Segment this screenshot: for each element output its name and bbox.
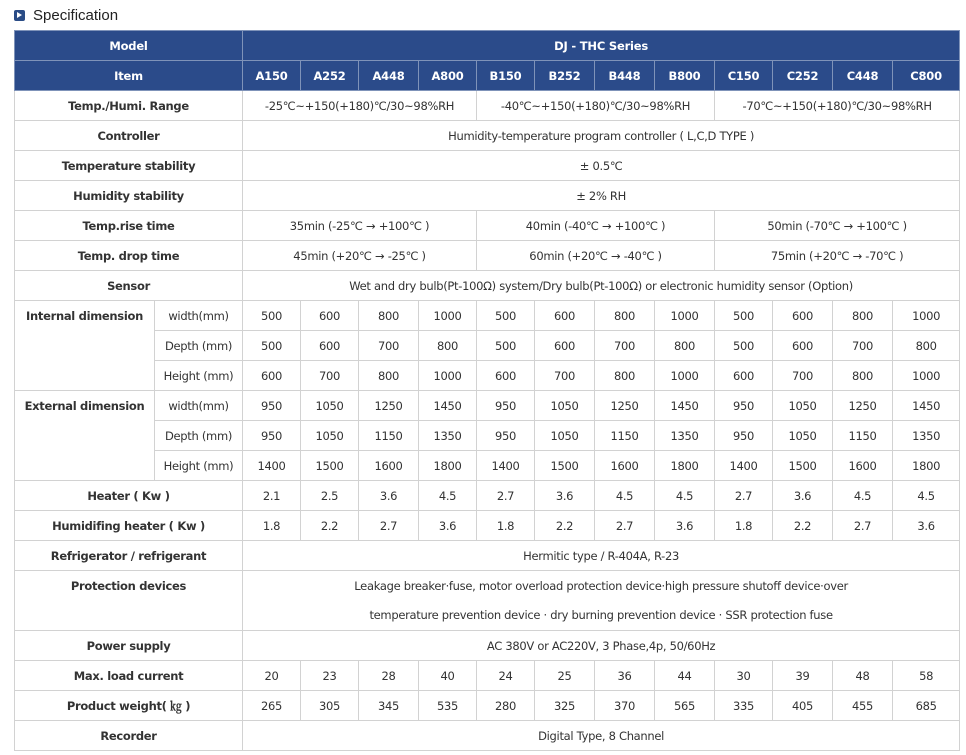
table-cell: 48 bbox=[833, 661, 893, 691]
table-cell: 800 bbox=[655, 331, 715, 361]
table-cell: 280 bbox=[477, 691, 535, 721]
table-cell: 700 bbox=[773, 361, 833, 391]
load-current-row bbox=[15, 661, 960, 691]
table-cell: 1150 bbox=[359, 421, 419, 451]
table-cell: 1400 bbox=[243, 451, 301, 481]
row-label: Internal dimension bbox=[15, 301, 155, 391]
table-cell: 2.7 bbox=[477, 481, 535, 511]
table-cell: 535 bbox=[419, 691, 477, 721]
internal-height-row bbox=[15, 361, 960, 391]
table-cell: 4.5 bbox=[595, 481, 655, 511]
table-cell: 600 bbox=[301, 331, 359, 361]
row-label: Sensor bbox=[15, 271, 243, 301]
table-cell: 1150 bbox=[595, 421, 655, 451]
table-cell: 1.8 bbox=[243, 511, 301, 541]
protection-line-1: Leakage breaker·fuse, motor overload protection device·high pressure shutoff device·over bbox=[354, 578, 848, 593]
range-row bbox=[15, 91, 960, 121]
table-cell: Humidity-temperature program controller ( L,C,D TYPE ) bbox=[243, 121, 960, 151]
table-cell: -40℃~+150(+180)℃/30~98%RH bbox=[477, 91, 715, 121]
table-cell: 1050 bbox=[535, 421, 595, 451]
table-cell: 800 bbox=[419, 331, 477, 361]
model-header: A252 bbox=[301, 61, 359, 91]
table-cell: 455 bbox=[833, 691, 893, 721]
sub-label: Depth (mm) bbox=[155, 421, 243, 451]
row-label: Max. load current bbox=[15, 661, 243, 691]
model-header: A448 bbox=[359, 61, 419, 91]
table-cell: 600 bbox=[301, 301, 359, 331]
table-cell: -70℃~+150(+180)℃/30~98%RH bbox=[715, 91, 960, 121]
table-cell: 1050 bbox=[301, 421, 359, 451]
table-cell: -25℃~+150(+180)℃/30~98%RH bbox=[243, 91, 477, 121]
table-cell: 345 bbox=[359, 691, 419, 721]
specification-table bbox=[14, 30, 960, 751]
table-cell: 1.8 bbox=[715, 511, 773, 541]
table-cell: 600 bbox=[535, 301, 595, 331]
table-cell: 370 bbox=[595, 691, 655, 721]
table-cell: 28 bbox=[359, 661, 419, 691]
table-cell: 1250 bbox=[595, 391, 655, 421]
table-cell: 700 bbox=[301, 361, 359, 391]
table-cell: 44 bbox=[655, 661, 715, 691]
row-label: Heater ( Kw ) bbox=[15, 481, 243, 511]
table-cell: 950 bbox=[243, 391, 301, 421]
table-cell: 4.5 bbox=[833, 481, 893, 511]
table-cell: 3.6 bbox=[359, 481, 419, 511]
table-cell: 1050 bbox=[773, 421, 833, 451]
table-cell: 1800 bbox=[419, 451, 477, 481]
table-cell: 1000 bbox=[655, 361, 715, 391]
table-cell: 1600 bbox=[359, 451, 419, 481]
temp-stability-row bbox=[15, 151, 960, 181]
table-cell: 2.5 bbox=[301, 481, 359, 511]
row-label: Recorder bbox=[15, 721, 243, 751]
table-cell: 1450 bbox=[893, 391, 960, 421]
table-cell: 800 bbox=[893, 331, 960, 361]
table-cell: 800 bbox=[359, 361, 419, 391]
table-cell: 500 bbox=[715, 331, 773, 361]
row-label: Controller bbox=[15, 121, 243, 151]
table-cell: 75min (+20℃ → -70℃ ) bbox=[715, 241, 960, 271]
table-cell: 335 bbox=[715, 691, 773, 721]
table-cell: 500 bbox=[715, 301, 773, 331]
table-cell: 950 bbox=[243, 421, 301, 451]
model-header: B150 bbox=[477, 61, 535, 91]
section-title: Specification bbox=[33, 6, 119, 24]
table-cell: 2.7 bbox=[715, 481, 773, 511]
table-cell: 30 bbox=[715, 661, 773, 691]
table-cell: 800 bbox=[833, 361, 893, 391]
table-cell: Digital Type, 8 Channel bbox=[243, 721, 960, 751]
table-cell: 24 bbox=[477, 661, 535, 691]
humid-heater-row bbox=[15, 511, 960, 541]
table-cell: 1400 bbox=[477, 451, 535, 481]
table-cell: 950 bbox=[715, 421, 773, 451]
table-cell: 40 bbox=[419, 661, 477, 691]
model-header: C448 bbox=[833, 61, 893, 91]
table-cell: 950 bbox=[715, 391, 773, 421]
table-cell: ± 0.5℃ bbox=[243, 151, 960, 181]
table-cell: 1050 bbox=[535, 391, 595, 421]
model-row bbox=[15, 31, 960, 61]
protection-line-2: temperature prevention device · dry burning prevention device · SSR protection fuse bbox=[369, 607, 833, 622]
table-cell: 50min (-70℃ → +100℃ ) bbox=[715, 211, 960, 241]
model-header: B252 bbox=[535, 61, 595, 91]
table-cell: 325 bbox=[535, 691, 595, 721]
table-cell: 58 bbox=[893, 661, 960, 691]
protection-row bbox=[15, 571, 960, 631]
row-label: Humidifing heater ( Kw ) bbox=[15, 511, 243, 541]
table-cell: 1250 bbox=[359, 391, 419, 421]
table-cell: 500 bbox=[243, 331, 301, 361]
table-cell: 1050 bbox=[301, 391, 359, 421]
table-cell: 20 bbox=[243, 661, 301, 691]
internal-width-row bbox=[15, 301, 960, 331]
recorder-row bbox=[15, 721, 960, 751]
model-header: C150 bbox=[715, 61, 773, 91]
model-header: B448 bbox=[595, 61, 655, 91]
model-header: C800 bbox=[893, 61, 960, 91]
table-cell: 305 bbox=[301, 691, 359, 721]
row-label: Humidity stability bbox=[15, 181, 243, 211]
refrigerator-row bbox=[15, 541, 960, 571]
table-cell: 800 bbox=[359, 301, 419, 331]
item-row bbox=[15, 61, 960, 91]
table-cell: 2.1 bbox=[243, 481, 301, 511]
table-cell: 1400 bbox=[715, 451, 773, 481]
weight-row bbox=[15, 691, 960, 721]
model-label: Model bbox=[15, 31, 243, 61]
sub-label: width(mm) bbox=[155, 391, 243, 421]
table-cell: 36 bbox=[595, 661, 655, 691]
table-cell: 2.7 bbox=[833, 511, 893, 541]
table-cell: 1350 bbox=[655, 421, 715, 451]
table-cell: 1600 bbox=[833, 451, 893, 481]
table-cell: 600 bbox=[535, 331, 595, 361]
table-cell: 1150 bbox=[833, 421, 893, 451]
table-cell: 950 bbox=[477, 421, 535, 451]
table-cell: 35min (-25℃ → +100℃ ) bbox=[243, 211, 477, 241]
table-cell: 1000 bbox=[419, 301, 477, 331]
sub-label: Depth (mm) bbox=[155, 331, 243, 361]
table-cell: 700 bbox=[535, 361, 595, 391]
table-cell: 1350 bbox=[893, 421, 960, 451]
controller-row bbox=[15, 121, 960, 151]
table-cell: 25 bbox=[535, 661, 595, 691]
table-cell: 1000 bbox=[893, 361, 960, 391]
table-cell: 405 bbox=[773, 691, 833, 721]
external-width-row bbox=[15, 391, 960, 421]
table-cell: 4.5 bbox=[893, 481, 960, 511]
table-cell: 2.7 bbox=[359, 511, 419, 541]
table-cell: 1500 bbox=[535, 451, 595, 481]
table-cell: 1450 bbox=[655, 391, 715, 421]
table-cell: 565 bbox=[655, 691, 715, 721]
table-cell: 600 bbox=[773, 301, 833, 331]
row-label: Protection devices bbox=[15, 571, 243, 631]
table-cell: 4.5 bbox=[655, 481, 715, 511]
table-cell: 800 bbox=[595, 361, 655, 391]
section-heading bbox=[14, 5, 118, 25]
series-name: DJ - THC Series bbox=[243, 31, 960, 61]
internal-depth-row bbox=[15, 331, 960, 361]
table-cell: 950 bbox=[477, 391, 535, 421]
row-label: Refrigerator / refrigerant bbox=[15, 541, 243, 571]
table-cell: 800 bbox=[595, 301, 655, 331]
row-label: External dimension bbox=[15, 391, 155, 481]
rise-time-row bbox=[15, 211, 960, 241]
table-cell: 4.5 bbox=[419, 481, 477, 511]
sensor-row bbox=[15, 271, 960, 301]
table-cell: 3.6 bbox=[655, 511, 715, 541]
table-cell: 800 bbox=[833, 301, 893, 331]
table-cell: 23 bbox=[301, 661, 359, 691]
table-cell: Wet and dry bulb(Pt-100Ω) system/Dry bulb(Pt-100Ω) or electronic humidity sensor (Option) bbox=[243, 271, 960, 301]
table-cell: 700 bbox=[595, 331, 655, 361]
table-cell: 45min (+20℃ → -25℃ ) bbox=[243, 241, 477, 271]
table-cell: 2.7 bbox=[595, 511, 655, 541]
row-label: Temp. drop time bbox=[15, 241, 243, 271]
table-cell: 600 bbox=[477, 361, 535, 391]
table-cell: 500 bbox=[477, 331, 535, 361]
external-height-row bbox=[15, 451, 960, 481]
table-cell: 500 bbox=[243, 301, 301, 331]
row-label: Temp./Humi. Range bbox=[15, 91, 243, 121]
model-header: A800 bbox=[419, 61, 477, 91]
sub-label: Height (mm) bbox=[155, 451, 243, 481]
table-cell: 1500 bbox=[301, 451, 359, 481]
table-cell: 40min (-40℃ → +100℃ ) bbox=[477, 211, 715, 241]
power-row bbox=[15, 631, 960, 661]
model-header: A150 bbox=[243, 61, 301, 91]
table-cell: 600 bbox=[773, 331, 833, 361]
model-header: C252 bbox=[773, 61, 833, 91]
table-cell: 700 bbox=[833, 331, 893, 361]
table-cell: 1250 bbox=[833, 391, 893, 421]
table-cell: 1450 bbox=[419, 391, 477, 421]
table-cell: 265 bbox=[243, 691, 301, 721]
bullet-arrow-icon bbox=[14, 10, 25, 21]
table-cell: 2.2 bbox=[301, 511, 359, 541]
table-cell: 2.2 bbox=[535, 511, 595, 541]
table-cell: 1350 bbox=[419, 421, 477, 451]
row-label: Product weight( ㎏ ) bbox=[15, 691, 243, 721]
table-cell: 1500 bbox=[773, 451, 833, 481]
table-cell: 3.6 bbox=[535, 481, 595, 511]
table-cell: AC 380V or AC220V, 3 Phase,4p, 50/60Hz bbox=[243, 631, 960, 661]
table-cell: 1050 bbox=[773, 391, 833, 421]
table-cell: 39 bbox=[773, 661, 833, 691]
drop-time-row bbox=[15, 241, 960, 271]
row-label: Power supply bbox=[15, 631, 243, 661]
table-cell: 2.2 bbox=[773, 511, 833, 541]
table-cell: ± 2% RH bbox=[243, 181, 960, 211]
table-cell bbox=[243, 571, 960, 631]
sub-label: width(mm) bbox=[155, 301, 243, 331]
table-cell: 700 bbox=[359, 331, 419, 361]
table-cell: 600 bbox=[243, 361, 301, 391]
table-cell: 1800 bbox=[655, 451, 715, 481]
model-header: B800 bbox=[655, 61, 715, 91]
table-cell: 1600 bbox=[595, 451, 655, 481]
table-cell: 1000 bbox=[893, 301, 960, 331]
table-cell: 685 bbox=[893, 691, 960, 721]
table-cell: 600 bbox=[715, 361, 773, 391]
table-cell: 3.6 bbox=[419, 511, 477, 541]
table-cell: 1.8 bbox=[477, 511, 535, 541]
heater-row bbox=[15, 481, 960, 511]
table-cell: 500 bbox=[477, 301, 535, 331]
humi-stability-row bbox=[15, 181, 960, 211]
external-depth-row bbox=[15, 421, 960, 451]
table-cell: Hermitic type / R-404A, R-23 bbox=[243, 541, 960, 571]
table-cell: 3.6 bbox=[893, 511, 960, 541]
table-cell: 1000 bbox=[419, 361, 477, 391]
table-cell: 60min (+20℃ → -40℃ ) bbox=[477, 241, 715, 271]
sub-label: Height (mm) bbox=[155, 361, 243, 391]
row-label: Temperature stability bbox=[15, 151, 243, 181]
row-label: Temp.rise time bbox=[15, 211, 243, 241]
item-label: Item bbox=[15, 61, 243, 91]
table-cell: 3.6 bbox=[773, 481, 833, 511]
table-cell: 1000 bbox=[655, 301, 715, 331]
table-cell: 1800 bbox=[893, 451, 960, 481]
